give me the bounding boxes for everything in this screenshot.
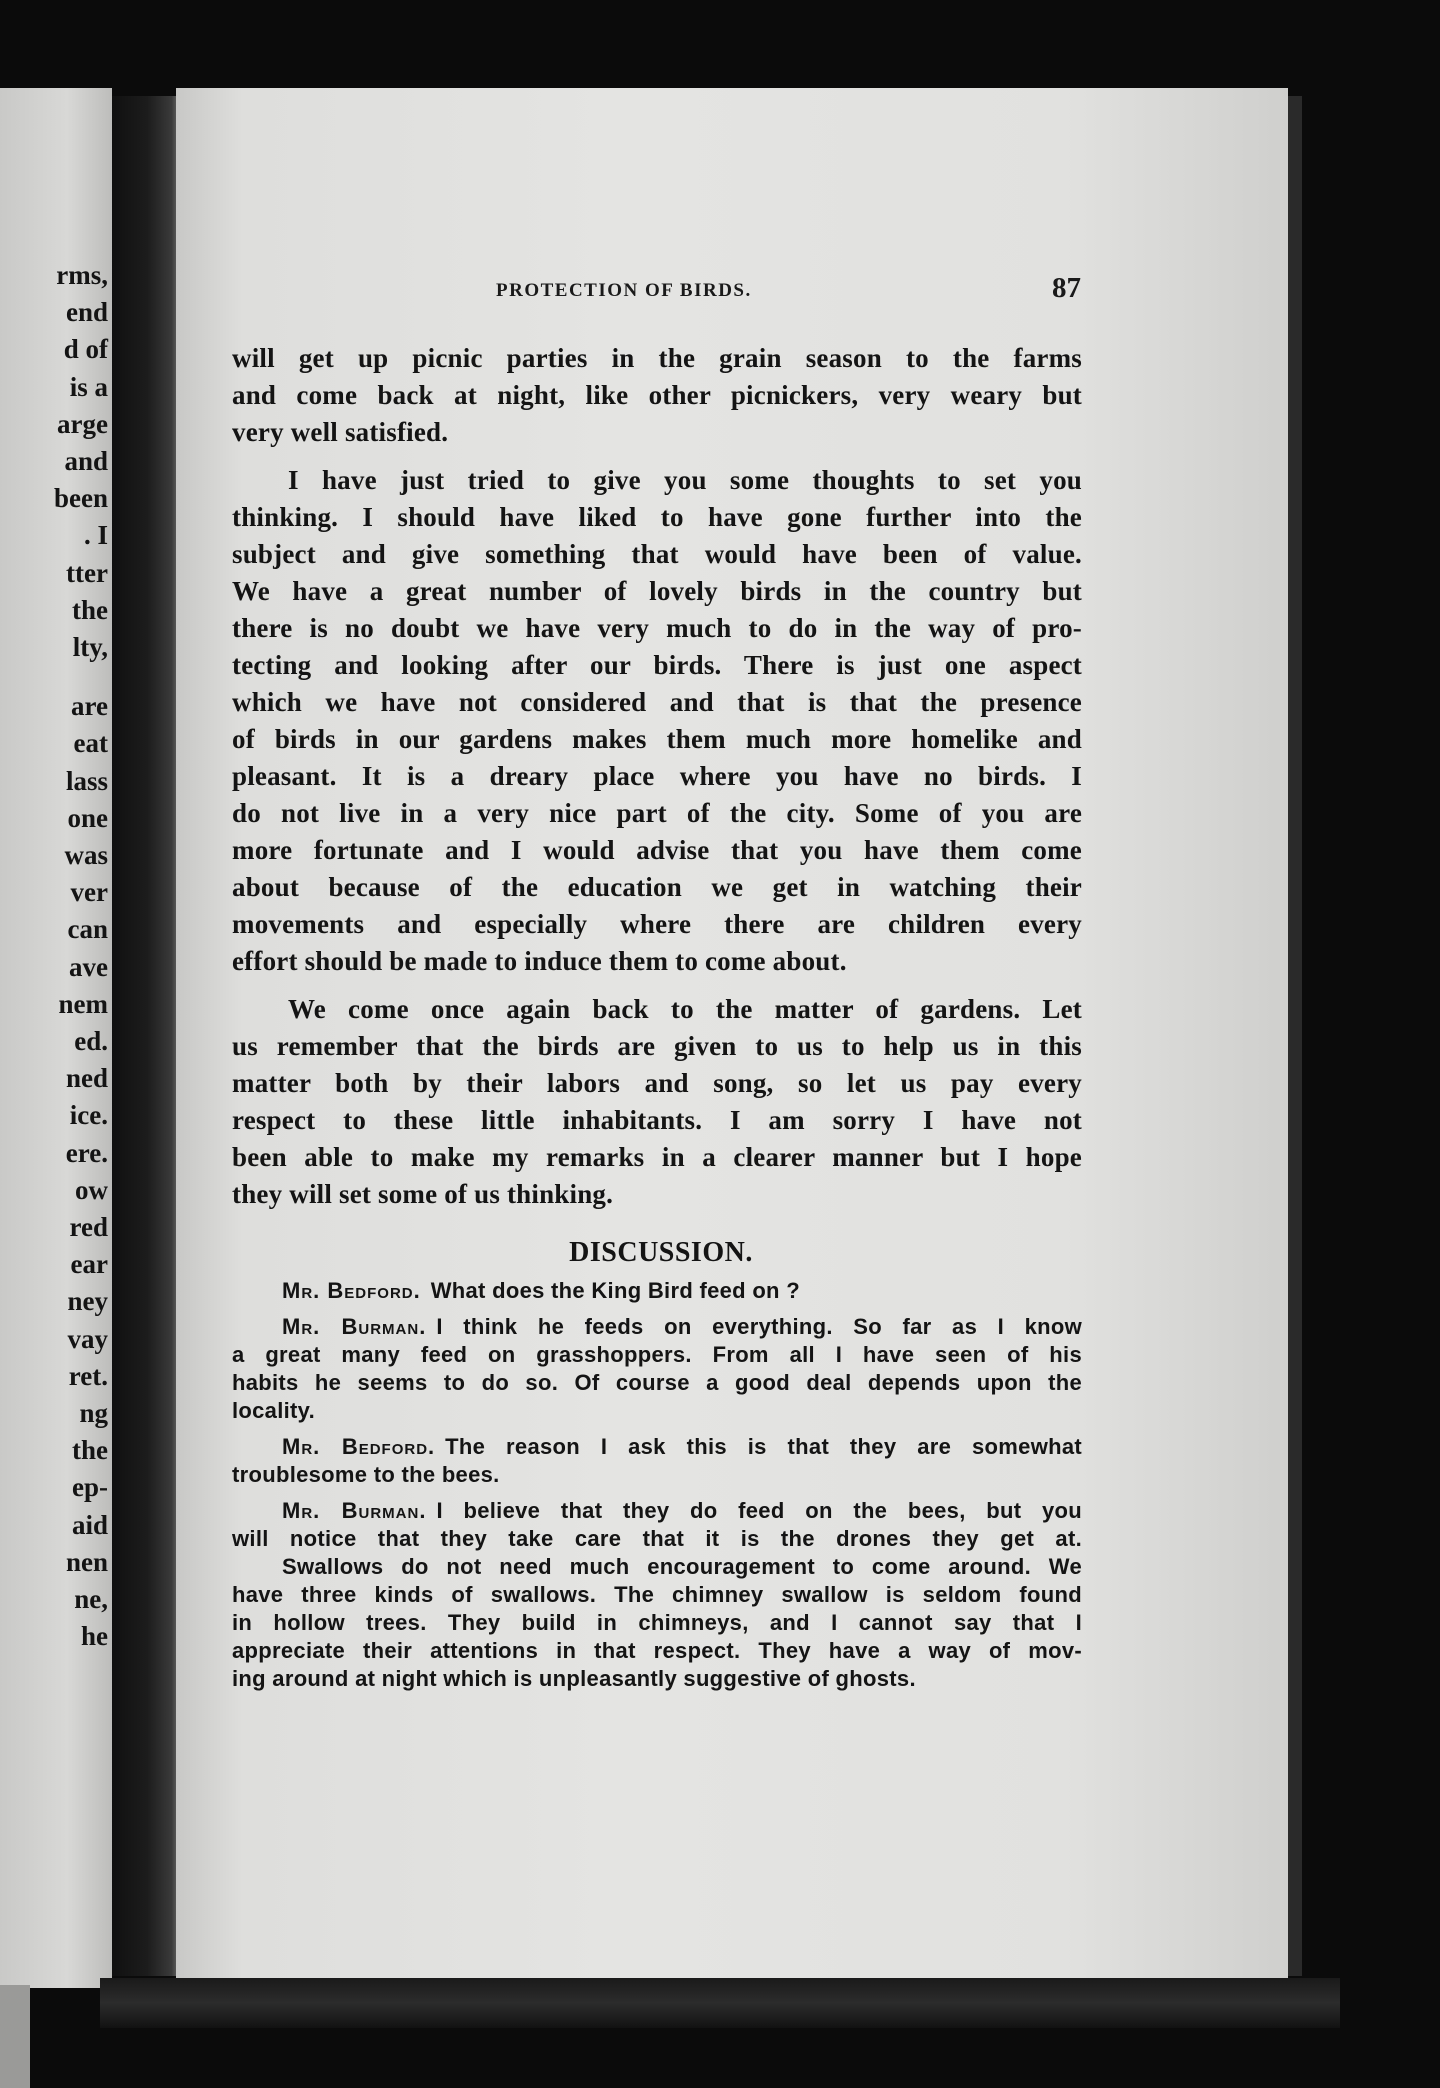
facing-page-line-fragment: rms,	[56, 260, 108, 290]
body-line: matter both by their labors and song, so let us pay every	[232, 1068, 1082, 1098]
facing-page-line-fragment: ver	[70, 877, 108, 908]
facing-page-line-fragment: ng	[79, 1398, 108, 1428]
facing-page-line-fragment: the	[72, 594, 108, 625]
book-gutter-shadow	[112, 96, 182, 1976]
body-line: there is no doubt we have very much to do in the way of pro-	[232, 613, 1082, 643]
paragraph-3	[232, 991, 1082, 1213]
discussion-line: troublesome to the bees.	[232, 1462, 500, 1487]
facing-page-line-fragment: arge	[57, 408, 108, 439]
running-head: PROTECTION OF BIRDS.	[496, 280, 752, 301]
facing-page-line-fragment: aid	[71, 1509, 108, 1540]
body-line: We come once again back to the matter of gardens. Let	[288, 994, 1082, 1024]
facing-page-line-fragment: are	[71, 691, 108, 722]
body-line: and come back at night, like other picnickers, very weary but	[232, 380, 1082, 410]
facing-page-line-fragment: eat	[73, 728, 108, 759]
facing-page-line-fragment: ow	[75, 1174, 108, 1205]
speaker-name: Mr. Burman.	[282, 1314, 427, 1339]
discussion-line: Swallows do not need much encouragement to come around. We	[282, 1554, 1082, 1579]
facing-page-line-fragment: end	[65, 297, 108, 328]
body-line: of birds in our gardens makes them much more homelike and	[232, 724, 1082, 754]
discussion-text: I think he feeds on everything. So far as I know	[436, 1314, 1082, 1339]
body-line: which we have not considered and that is that the presence	[232, 687, 1082, 717]
facing-page-line-fragment: vay	[67, 1323, 108, 1354]
body-line: effort should be made to induce them to come about.	[232, 946, 847, 976]
speaker-name: Mr. Bedford.	[282, 1434, 436, 1459]
page-edge	[1288, 96, 1302, 1976]
discussion-heading: DISCUSSION.	[569, 1237, 753, 1268]
facing-page-line-fragment: ere.	[65, 1137, 108, 1168]
discussion-line	[232, 1277, 1082, 1305]
facing-page-line-fragment: the	[72, 1435, 108, 1466]
facing-page-line-fragment: is a	[69, 371, 108, 402]
facing-page-line-fragment: ed.	[74, 1026, 108, 1056]
facing-page-line-fragment: ney	[67, 1286, 108, 1317]
discussion-exchange	[232, 1433, 1082, 1489]
facing-page-line-fragment: was	[64, 840, 108, 870]
facing-page-line-fragment: lty,	[72, 632, 108, 662]
body-line: We have a great number of lovely birds in the country but	[232, 576, 1082, 606]
body-line: us remember that the birds are given to us to help us in this	[232, 1031, 1082, 1061]
body-line: will get up picnic parties in the grain season to the farms	[232, 343, 1082, 373]
discussion-text: I believe that they do feed on the bees, but you	[436, 1498, 1082, 1523]
page-body	[232, 340, 1082, 1693]
discussion-line: will notice that they take care that it is the drones they get at.	[232, 1526, 1082, 1551]
facing-page-line-fragment: one	[67, 802, 108, 833]
paragraph-2	[232, 462, 1082, 980]
speaker-name: Mr. Burman.	[282, 1498, 427, 1523]
speaker-name: Mr. Bedford.	[282, 1278, 421, 1303]
discussion-line: ing around at night which is unpleasantly suggestive of ghosts.	[232, 1666, 916, 1691]
discussion-line: habits he seems to do so. Of course a good deal depends upon the	[232, 1370, 1082, 1395]
discussion-exchange	[232, 1277, 1082, 1305]
discussion-line	[232, 1497, 1082, 1525]
facing-page-line-fragment: can	[67, 914, 108, 945]
paragraph-1	[232, 340, 1082, 451]
body-line: subject and give something that would have been of value.	[232, 539, 1082, 569]
facing-page-line-fragment: lass	[65, 765, 108, 796]
page-corner-scrap	[0, 1985, 30, 2088]
body-line: pleasant. It is a dreary place where you have no birds. I	[232, 761, 1082, 791]
discussion-line	[232, 1313, 1082, 1341]
body-line: been able to make my remarks in a clearer manner but I hope	[232, 1142, 1082, 1172]
facing-page-line-fragment: ep-	[72, 1472, 108, 1503]
discussion-line: in hollow trees. They build in chimneys, and I cannot say that I	[232, 1610, 1082, 1635]
discussion-line	[232, 1433, 1082, 1461]
discussion-exchange	[232, 1313, 1082, 1425]
facing-page-line-fragment: ne,	[74, 1584, 108, 1614]
facing-page-line-fragment: red	[69, 1212, 108, 1242]
facing-page-line-fragment: . I	[83, 520, 108, 551]
discussion-exchange	[232, 1497, 1082, 1693]
body-line: thinking. I should have liked to have gone further into the	[232, 502, 1082, 532]
page-number: 87	[1052, 272, 1081, 304]
facing-page-line-fragment: ned	[65, 1063, 108, 1094]
facing-page-line-fragment: ave	[69, 951, 108, 982]
body-line: very well satisfied.	[232, 417, 449, 447]
discussion-line: appreciate their attentions in that respect. They have a way of mov-	[232, 1638, 1082, 1663]
body-line: do not live in a very nice part of the city. Some of you are	[232, 798, 1082, 828]
facing-page-line-fragment: and	[64, 446, 108, 476]
discussion-line: have three kinds of swallows. The chimney swallow is seldom found	[232, 1582, 1082, 1607]
body-line: more fortunate and I would advise that you have them come	[232, 835, 1082, 865]
body-line: they will set some of us thinking.	[232, 1179, 614, 1209]
discussion-text: What does the King Bird feed on ?	[430, 1278, 800, 1303]
body-line: I have just tried to give you some thoughts to set you	[288, 465, 1082, 495]
facing-page-line-fragment: ear	[70, 1249, 108, 1280]
facing-page-line-fragment: ice.	[69, 1100, 108, 1131]
facing-page-fragment	[0, 88, 112, 1988]
body-line: respect to these little inhabitants. I am sorry I have not	[232, 1105, 1082, 1135]
facing-page-line-fragment: he	[81, 1621, 108, 1652]
facing-page-line-fragment: nen	[65, 1546, 108, 1577]
facing-page-line-fragment: tter	[66, 557, 108, 588]
facing-page-line-fragment: ret.	[68, 1360, 108, 1391]
book-bottom-edge	[100, 1978, 1340, 2028]
discussion-text: The reason I ask this is that they are somewhat	[445, 1434, 1083, 1459]
facing-page-line-fragment: d of	[63, 334, 108, 365]
discussion-line: locality.	[232, 1398, 315, 1423]
body-line: tecting and looking after our birds. There is just one aspect	[232, 650, 1082, 680]
discussion-line: a great many feed on grasshoppers. From all I have seen of his	[232, 1342, 1082, 1367]
body-line: movements and especially where there are children every	[232, 909, 1082, 939]
body-line: about because of the education we get in watching their	[232, 872, 1082, 902]
facing-page-line-fragment: nem	[58, 988, 108, 1019]
facing-page-line-fragment: been	[54, 483, 108, 514]
